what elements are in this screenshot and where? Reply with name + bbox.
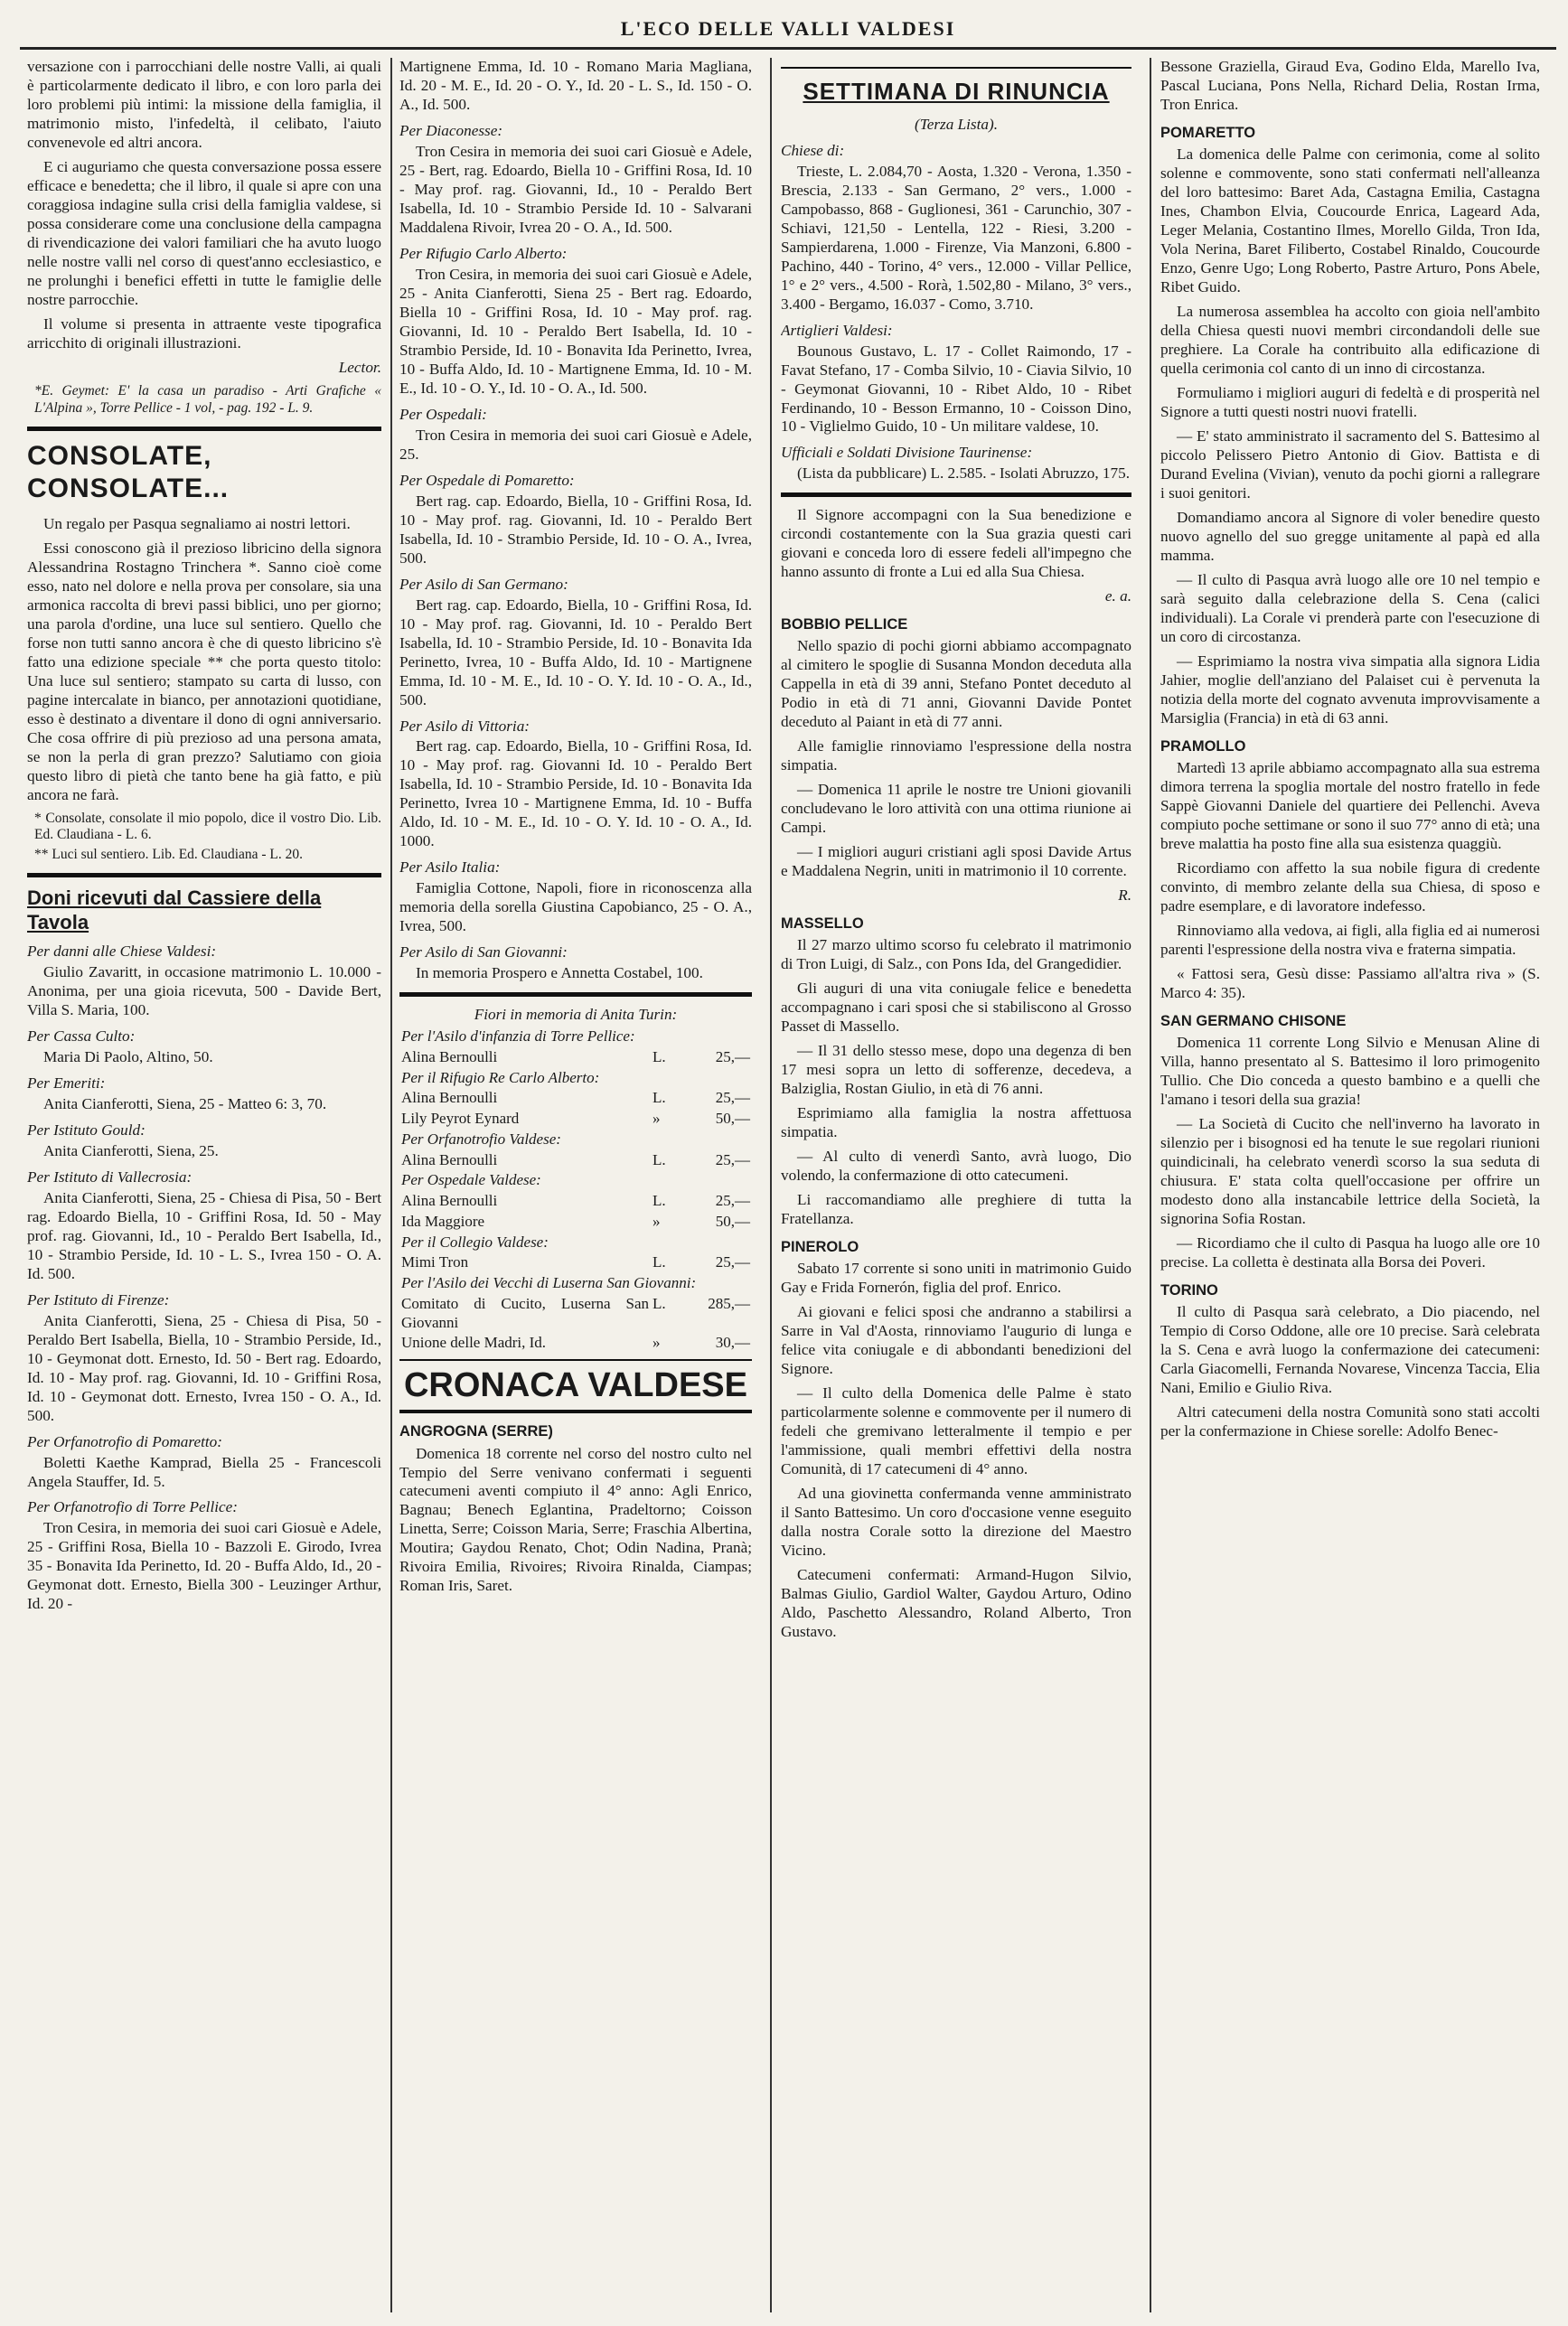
list-item — [27, 1121, 381, 1161]
donation-text: Tron Cesira, in memoria dei suoi cari Giosuè e Adele, 25 - Griffini Rosa, Biella 10 - Bazzoli E. Girodo, Ivrea 35 - Bonavita Ida Perinetto, Id. 20 - Buffa Aldo, Id., 20 - Geymonat dott. Ernesto, Biella 300 - Leuzinger Arthur, Id. 20 - — [27, 1519, 381, 1613]
list-item — [781, 322, 1131, 437]
place-heading: BOBBIO PELLICE — [781, 616, 908, 633]
paragraph: Esprimiamo alla famiglia la nostra affettuosa simpatia. — [781, 1104, 1131, 1141]
ledger-heading-row — [399, 1027, 752, 1047]
list-item — [399, 943, 752, 983]
group-text: Trieste, L. 2.084,70 - Aosta, 1.320 - Verona, 1.350 - Brescia, 2.133 - San Germano, 2° vers., 1.000 - Campobasso, 868 - Guglionesi, 361 - Carunchio, 307 - Schiavi, 121,50 - Lentella, 122 - Riesi, 3.200 - Sampierdarena, 1.000 - Firenze, Via Manzoni, 6.800 - Pachino, 440 - Torino, 4° vers., 12.000 - Villar Pellice, 1° e 2° vers., 4.500 - Rorà, 1.502,80 - Milano, 3° vers., 3.400 - Bergamo, 16.037 - Como, 3.710. — [781, 162, 1131, 313]
paragraph: Ricordiamo con affetto la sua nobile figura di credente convinto, di membro zelante della sua Chiesa, di sposo e padre esemplare, e di lavoratore indefesso. — [1160, 858, 1540, 914]
ledger-amount: 50,— — [715, 1212, 750, 1230]
place-heading: PRAMOLLO — [1160, 737, 1246, 755]
paragraph: Sabato 17 corrente si sono uniti in matrimonio Guido Gay e Frida Fornerón, figlia del prof. Enrico. — [781, 1260, 1131, 1297]
paragraph: Nello spazio di pochi giorni abbiamo accompagnato al cimitero le spoglie di Susanna Mondon deceduta alla Cappella in età di 39 anni, Stefano Pontet deceduto al Podio in età di 71 anni, Giovanni Davide Pontet deceduto al Paiant in età di 77 anni. — [781, 637, 1131, 731]
paragraph: versazione con i parrocchiani delle nostre Valli, ai quali è particolarmente dedicato il libro, e con loro parla dei loro problemi più intimi: la missione della famiglia, il matrimonio misto, l'infedeltà, il celibato, l'aiuto convenevole ed altri ancora. — [27, 58, 381, 151]
section-divider — [27, 427, 381, 431]
paragraph: La numerosa assemblea ha accolto con gioia nell'ambito della Chiesa questi nuovi membri circondandoli delle sue preghiere. La Corale ha contribuito alla edificazione di quella cerimonia col canto di un inno di circostanza. — [1160, 302, 1540, 377]
paragraph: — La Società di Cucito che nell'inverno ha lavorato in silenzio per i bisognosi ed ha tenute le sue regolari riunioni quindicinali, ha celebrato venerdì scorso la sua seduta di chiusura. E' stata colta quell'occasione per offrire un modesto dono alla instancabile lettrice della Società, la signorina Sofia Rostan. — [1160, 1114, 1540, 1227]
table-row — [399, 1109, 752, 1130]
list-item — [27, 1074, 381, 1114]
ledger-name: Unione delle Madri, Id. — [401, 1334, 547, 1352]
donation-text: Bert rag. cap. Edoardo, Biella, 10 - Griffini Rosa, Id. 10 - May prof. rag. Giovanni Id. 10 - Peraldo Bert Isabella, Id. 10 - Strambio Perside, Id. 10 - Bonavita Ida Perinetto, Ivrea 10 - Martignene Emma, Id. 10 - Buffa Aldo, Id. 10 - M. E., Id. 10 - O. Y. Id. 10 - O. A., Id. 1000. — [399, 737, 752, 850]
paragraph: Gli auguri di una vita coniugale felice e benedetta accompagnano i cari sposi che si stabiliscono al Grosso Passet di Massello. — [781, 980, 1131, 1036]
running-head: L'ECO DELLE VALLI VALDESI — [20, 14, 1556, 50]
list-item — [27, 1291, 381, 1426]
table-row — [399, 1333, 752, 1354]
footnote: *E. Geymet: E' la casa un paradiso - Arti Grafiche « L'Alpina », Torre Pellice - 1 vol, - pag. 192 - L. 9. — [34, 382, 381, 416]
donation-topic: Per Emeriti: — [27, 1074, 106, 1092]
list-item — [27, 1498, 381, 1614]
place-heading: ANGROGNA (SERRE) — [399, 1423, 553, 1440]
paragraph: Il Signore accompagni con la Sua benedizione e circondi costantemente con la Sua grazia questi cari giovani e conceda loro di essere fedeli all'impegno che hanno assunto di fronte a Lui ed alla Sua Chiesa. — [781, 506, 1131, 581]
paragraph: Catecumeni confermati: Armand-Hugon Silvio, Balmas Giulio, Gardiol Walter, Gaydou Arturo, Odino Aldo, Paschetto Alessandro, Roland Alberto, Tron Gustavo. — [781, 1566, 1131, 1641]
donation-topic: Per Istituto di Firenze: — [27, 1290, 170, 1308]
ledger-name: Alina Bernoulli — [401, 1192, 498, 1210]
ledger-currency: L. — [653, 1294, 666, 1312]
ledger-amount: 50,— — [715, 1110, 750, 1128]
place-heading: POMARETTO — [1160, 124, 1256, 141]
paragraph: E ci auguriamo che questa conversazione possa essere efficace e benedetta; che il libro, il quale si apre con una coraggiosa indagine sulla crisi della famiglia valdese, si possa considerare come una conclusione della campagna di rivendicazione dei valori familiari che ha avuto luogo nelle nostre valli nel corso di quest'anno ecclesiastico, e ne prolunghi i benefici effetti in tutte le famiglie delle nostre parrocchie. — [27, 157, 381, 308]
column-rule — [1150, 58, 1151, 2312]
ledger-currency: » — [653, 1212, 661, 1230]
list-item — [399, 858, 752, 936]
list-item — [27, 1168, 381, 1284]
donation-text: Anita Cianferotti, Siena, 25 - Chiesa di Pisa, 50 - Bert rag. Edoardo Biella, 10 - Griffini Rosa, Id. 50 - May prof. rag. Giovanni, Id., 10 - Peraldo Bert Isabella, Id., 10 - Strambio Perside, Id. 10 - L. S., Ivrea 150 - O. A. Id. 500. — [27, 1188, 381, 1282]
donation-text: Bert rag. cap. Edoardo, Biella, 10 - Griffini Rosa, Id. 10 - May prof. rag. Giovanni, Id. 10 - Peraldo Bert Isabella, Id. 10 - Strambio Perside, Id. 10 - O. A., Ivrea, 500. — [399, 492, 752, 567]
paragraph: — Il culto della Domenica delle Palme è stato particolarmente solenne e commovente per il numero di fedeli che gremivano letteralmente il tempio e per l'ammissione, quali membri effettivi della nostra Comunità, di 17 catecumeni di 4° anno. — [781, 1384, 1131, 1478]
donation-text: Tron Cesira, in memoria dei suoi cari Giosuè e Adele, 25 - Anita Cianferotti, Siena 25 - Bert rag. Edoardo, Biella 10 - Griffini Rosa, Id. 10 - May prof. rag. Giovanni, Id. 10 - Peraldo Bert Isabella, Id. 10 - Strambio Perside, Id. 10 - Bonavita Ida Perinetto, Ivrea, 10 - Buffa Aldo, Id. 10 - Martignene Emma, Id. 10 - M. E., Id. 10 - O. Y., Id. 10 - O. A., Id. 500. — [399, 265, 752, 397]
donation-topic: Per Asilo di Vittoria: — [399, 717, 530, 735]
group-topic: Ufficiali e Soldati Divisione Taurinense: — [781, 444, 1033, 462]
paragraph: Rinnoviamo alla vedova, ai figli, alla figlia ed ai numerosi parenti l'espressione della nostra viva e fraterna simpatia. — [1160, 921, 1540, 958]
donations-list-cont — [399, 58, 752, 983]
donation-topic: Per Asilo Italia: — [399, 858, 501, 877]
donation-topic: Per Orfanotrofio di Pomaretto: — [27, 1432, 222, 1450]
paragraph: « Fattosi sera, Gesù disse: Passiamo all'altra riva » (S. Marco 4: 35). — [1160, 964, 1540, 1001]
donation-topic: Per Ospedali: — [399, 405, 487, 423]
donation-text: Famiglia Cottone, Napoli, fiore in riconoscenza alla memoria della sorella Giustina Capobianco, 25 - O. A., Ivrea, 500. — [399, 879, 752, 935]
donation-text: Anita Cianferotti, Siena, 25 - Chiesa di Pisa, 50 - Peraldo Bert Isabella, Biella, 10 - Strambio Perside, Id., 10 - Geymonat dott. Ernesto, Id. 50 - Bert rag. Edoardo, Id. 10 - May prof. rag. Giovanni, Id. 10 - Griffini Rosa, Id. 10 - Geymonat dott. Ernesto, Ivrea 150 - O. A., Id. 500. — [27, 1311, 381, 1424]
ledger-heading: Per l'Asilo d'infanzia di Torre Pellice: — [401, 1027, 635, 1046]
ledger-amount: 30,— — [715, 1334, 750, 1352]
fiori-ledger — [399, 1027, 752, 1354]
ledger-currency: L. — [653, 1192, 666, 1210]
donation-topic: Per Asilo di San Germano: — [399, 575, 568, 593]
donation-text: Anita Cianferotti, Siena, 25 - Matteo 6: 3, 70. — [43, 1094, 327, 1112]
donation-text: Giulio Zavaritt, in occasione matrimonio L. 10.000 - Anonima, per una gioia ricevuta, 500 - Davide Bert, Villa S. Maria, 100. — [27, 962, 381, 1018]
table-row — [399, 1212, 752, 1233]
paragraph: La domenica delle Palme con cerimonia, come al solito solenne e commovente, sono stati confermati nell'alleanza del loro battesimo: Baret Ada, Castagna Emilia, Castagna Ines, Chambon Elvia, Coucourde Enrica, Lageard Ada, Leger Melania, Costantino Ilmes, Morello Gilda, Tron Ida, Vola Nerina, Baret Filiberto, Costabel Rinaldo, Coucourde Enzo, Genre Ugo; Long Roberto, Pastre Arturo, Pons Abele, Ribet Guido. — [1160, 145, 1540, 295]
paragraph: Alle famiglie rinnoviamo l'espressione della nostra simpatia. — [781, 737, 1131, 774]
table-row — [399, 1252, 752, 1273]
newspaper-page — [20, 14, 1556, 2317]
paragraph: Essi conoscono già il prezioso libricino della signora Alessandrina Rostagno Trinchera *. Sanno cioè come esso, nato nel dolore e nella prova per consolare, sia una armonica raccolta di brevi passi biblici, uno per giorno; una parola d'ordine, una luce sul sentiero. Quello che forse non tutti sanno ancora è che di questo libricino s'è fatto una edizione speciale ** che porta questo titolo: Una luce sul sentiero; stampato su carta di lusso, con pagine intercalate in bianco, per annotazioni quotidiane, esso è destinato a diventare il dono di ogni anniversario. Che cosa offrire di più prezioso ad una persona amata, se non la perla di gran prezzo? Salutiamo con gioia questo libro di pietà che tanto bene ha già fatto, e più ancora ne farà. — [27, 539, 381, 803]
list-item — [399, 245, 752, 399]
list-item — [27, 1027, 381, 1067]
ledger-heading-row — [399, 1130, 752, 1150]
article-title-settimana: SETTIMANA DI RINUNCIA — [803, 78, 1110, 105]
article-title-doni: Doni ricevuti dal Cassiere della Tavola — [27, 886, 322, 934]
table-row — [399, 1047, 752, 1068]
paragraph: Altri catecumeni della nostra Comunità sono stati accolti per la confermazione in Chiese sorelle: Adolfo Benec- — [1160, 1402, 1540, 1440]
footnote: * Consolate, consolate il mio popolo, dice il vostro Dio. Lib. Ed. Claudiana - L. 6. — [34, 810, 381, 843]
donation-text: Anita Cianferotti, Siena, 25. — [43, 1141, 219, 1159]
ledger-currency: L. — [653, 1253, 666, 1271]
donation-text: Bert rag. cap. Edoardo, Biella, 10 - Griffini Rosa, Id. 10 - May prof. rag. Giovanni, Id. 10 - Peraldo Bert Isabella, Id. 10 - Strambio Perside, Id. 10 - Bonavita Ida Perinetto, Ivrea, 10 - Buffa Aldo, Id. 10 - Martignene Emma, Id. 10 - M. E., Id. 10 - O. Y. Id. 10 - O. A., Id., 500. — [399, 596, 752, 708]
ledger-amount: 285,— — [708, 1294, 750, 1312]
section-divider — [781, 67, 1131, 69]
place-heading: PINEROLO — [781, 1239, 859, 1256]
paragraph: Domenica 18 corrente nel corso del nostro culto nel Tempio del Serre venivano confermati i seguenti catecumeni aventi compiuto il 4° anno: Agli Enrico, Bagnau; Benech Eglantina, Pradeltorno; Coisson Linetta, Serre; Coisson Maria, Serre; Fraschia Albertina, Moutira; Gaydou Renato, Chot; Odin Nadina, Pranà; Rivoira Emilia, Rivoires; Rivoira Rinalda, Ciampas; Roman Iris, Saret. — [399, 1444, 752, 1595]
ledger-heading: Per il Rifugio Re Carlo Alberto: — [401, 1068, 600, 1086]
list-item — [781, 142, 1131, 314]
paragraph: — E' stato amministrato il sacramento del S. Battesimo al piccolo Pelissero Pietro Antonio di Giov. Battista e di Durand Evelina (Vivian), venuto da pochi giorni a rallegrare i suoi genitori. — [1160, 427, 1540, 502]
ledger-heading: Per l'Asilo dei Vecchi di Luserna San Giovanni: — [401, 1274, 697, 1292]
paragraph: Li raccomandiamo alle preghiere di tutta la Fratellanza. — [781, 1191, 1131, 1228]
donation-text: Boletti Kaethe Kamprad, Biella 25 - Francescoli Angela Stauffer, Id. 5. — [27, 1453, 381, 1490]
fiori-title: Fiori in memoria di Anita Turin: — [474, 1006, 678, 1024]
donation-text: Tron Cesira in memoria dei suoi cari Giosuè e Adele, 25 - Bert, rag. Edoardo, Biella 10 - Griffini Rosa, Id. 10 - May prof. rag. Giovanni, Id., 10 - Peraldo Bert Isabella, Id. 10 - Strambio Perside Id. 10 - Salvarani Maddalena Rivoir, Ivrea 20 - O. A., Id. 500. — [399, 142, 752, 236]
donation-text: Martignene Emma, Id. 10 - Romano Maria Magliana, Id. 20 - M. E., Id. 20 - O. Y., Id. 20 - L. S., Id. 150 - O. A., Id. 500. — [399, 58, 752, 113]
paragraph: — Il 31 dello stesso mese, dopo una degenza di ben 17 mesi sopra un letto di sofferenze, decedeva, a Balziglia, Rostan Giulio, in età di 76 anni. — [781, 1042, 1131, 1098]
ledger-currency: » — [653, 1334, 661, 1352]
donation-text: Maria Di Paolo, Altino, 50. — [43, 1047, 213, 1065]
list-item — [399, 406, 752, 464]
paragraph: Formuliamo i migliori auguri di fedeltà e di prosperità nel Signore a tutti questi nostri nuovi fratelli. — [1160, 383, 1540, 420]
ledger-currency: » — [653, 1110, 661, 1128]
donation-text: Tron Cesira in memoria dei suoi cari Giosuè e Adele, 25. — [399, 426, 752, 463]
ledger-heading-row — [399, 1170, 752, 1191]
ledger-currency: L. — [653, 1089, 666, 1107]
donation-topic: Per Asilo di San Giovanni: — [399, 943, 568, 961]
paragraph: Ad una giovinetta confermanda venne amministrato il Santo Battesimo. Un coro d'occasione venne eseguito dalla nostra Corale sotto la direzione del Maestro Vicino. — [781, 1485, 1131, 1560]
ledger-amount: 25,— — [715, 1192, 750, 1210]
list-item — [399, 717, 752, 852]
ledger-name: Lily Peyrot Eynard — [401, 1110, 520, 1128]
paragraph: — Il culto di Pasqua avrà luogo alle ore 10 nel tempio e sarà seguito dalla celebrazione della S. Cena (calici individuali). La Corale vi prenderà parte con l'esecuzione di un coro di circostanza. — [1160, 570, 1540, 645]
paragraph: Martedì 13 aprile abbiamo accompagnato alla sua estrema dimora terrena la spoglia mortale del nostro fratello in fede Sappè Giovanni Daniele del quartiere dei Pellenchi. Aveva compiuto poche settimane or sono il suo 77° anno di età; una breve malattia ha posto fine alla sua esistenza quaggiù. — [1160, 758, 1540, 852]
section-divider — [781, 492, 1131, 497]
article-subtitle: (Terza Lista). — [914, 115, 998, 133]
table-row — [399, 1088, 752, 1109]
signature: e. a. — [1104, 587, 1131, 605]
paragraph: Ai giovani e felici sposi che andranno a stabilirsi a Sarre in Val d'Aosta, rinnoviamo l'augurio di lunga e felice vita coniugale e di abbondanti benedizioni del Signore. — [781, 1303, 1131, 1378]
ledger-name: Alina Bernoulli — [401, 1089, 498, 1107]
footnote: ** Luci sul sentiero. Lib. Ed. Claudiana - L. 20. — [34, 847, 304, 863]
paragraph: — Domenica 11 aprile le nostre tre Unioni giovanili concludevano le loro attività con una ottima riunione ai Campi. — [781, 781, 1131, 837]
table-row — [399, 1294, 752, 1333]
ledger-currency: L. — [653, 1150, 666, 1168]
ledger-currency: L. — [653, 1048, 666, 1066]
table-row — [399, 1191, 752, 1212]
section-divider — [27, 873, 381, 877]
list-item — [399, 122, 752, 238]
list-item — [27, 1433, 381, 1492]
group-text: (Lista da pubblicare) L. 2.585. - Isolati Abruzzo, 175. — [797, 464, 1130, 483]
ledger-amount: 25,— — [715, 1048, 750, 1066]
paragraph: — Esprimiamo la nostra viva simpatia alla signora Lidia Jahier, moglie dell'anziano del Palaiset cui è pervenuta la notizia della morte del cognato avvenuta improvvisamente a Marsiglia (Francia) in età di 63 anni. — [1160, 652, 1540, 727]
list-item — [399, 576, 752, 710]
paragraph: — I migliori auguri cristiani agli sposi Davide Artus e Maddalena Negrin, uniti in matrimonio il 10 corrente. — [781, 843, 1131, 880]
donation-topic: Per Orfanotrofio di Torre Pellice: — [27, 1498, 238, 1516]
ledger-heading-row — [399, 1233, 752, 1253]
ledger-amount: 25,— — [715, 1089, 750, 1107]
intro-text — [27, 58, 381, 417]
ledger-heading-row — [399, 1273, 752, 1294]
ledger-heading: Per Ospedale Valdese: — [401, 1171, 541, 1189]
ledger-amount: 25,— — [715, 1253, 750, 1271]
paragraph: — Ricordiamo che il culto di Pasqua ha luogo alle ore 10 precise. La colletta è destinata alla Borsa dei Poveri. — [1160, 1233, 1540, 1271]
paragraph: — Al culto di venerdì Santo, avrà luogo, Dio volendo, la confermazione di otto catecumeni. — [781, 1148, 1131, 1185]
place-heading: SAN GERMANO CHISONE — [1160, 1012, 1347, 1029]
column-rule — [770, 58, 772, 2312]
section-title-cronaca: CRONACA VALDESE — [399, 1359, 752, 1413]
group-topic: Artiglieri Valdesi: — [781, 321, 893, 339]
ledger-amount: 25,— — [715, 1150, 750, 1168]
signature: R. — [1118, 886, 1131, 905]
paragraph: Un regalo per Pasqua segnaliamo ai nostri lettori. — [43, 514, 351, 532]
donation-topic: Per Ospedale di Pomaretto: — [399, 471, 575, 489]
list-item — [399, 58, 752, 115]
column-2 — [399, 58, 752, 2312]
paragraph: Il culto di Pasqua sarà celebrato, a Dio piacendo, nel Tempio di Corso Oddone, alle ore 10 precise. Sarà celebrata la S. Cena e avrà luogo la confermazione dei catecumeni: Carla Giacomelli, Fernanda Novarese, Vincenza Taccia, Elia Nani, Emilio e Giulio Riva. — [1160, 1302, 1540, 1396]
ledger-name: Comitato di Cucito, Luserna San Giovanni — [401, 1294, 649, 1331]
donation-topic: Per Rifugio Carlo Alberto: — [399, 244, 568, 262]
list-item — [781, 444, 1131, 483]
signature: Lector. — [338, 358, 381, 376]
list-item — [27, 943, 381, 1020]
group-text: Bounous Gustavo, L. 17 - Collet Raimondo, 17 - Favat Stefano, 17 - Comba Silvio, 10 - Ciavia Silvio, 10 - Geymonat Giovanni, 10 - Ribet Aldo, 10 - Ribet Ferdinando, 10 - Besson Ermanno, 10 - Coisson Dino, 10 - Viglielmo Guido, 10 - Un militare valdese, 10. — [781, 342, 1131, 436]
article-title-consolate: CONSOLATE, CONSOLATE... — [27, 440, 230, 504]
donation-topic: Per Istituto di Vallecrosia: — [27, 1168, 192, 1186]
paragraph: Domenica 11 corrente Long Silvio e Menusan Aline di Villa, hanno presentato al S. Battesimo il loro primogenito Tullio. Che Dio conceda a questo bambino e a quelli che l'amano i tesori della sua grazia! — [1160, 1033, 1540, 1108]
donation-text: In memoria Prospero e Annetta Costabel, 100. — [416, 964, 703, 982]
paragraph: Domandiamo ancora al Signore di voler benedire questo nuovo agnello del suo gregge unitamente al papà ed alla mamma. — [1160, 508, 1540, 564]
group-topic: Chiese di: — [781, 141, 845, 159]
paragraph: Bessone Graziella, Giraud Eva, Godino Elda, Marello Iva, Pascal Luciana, Pons Nella, Richard Delia, Rostan Irma, Tron Enrica. — [1160, 58, 1540, 113]
section-divider — [399, 992, 752, 997]
paragraph: Il 27 marzo ultimo scorso fu celebrato il matrimonio di Tron Luigi, di Salz., con Pons Ida, del Grangedidier. — [781, 936, 1131, 973]
ledger-name: Alina Bernoulli — [401, 1150, 498, 1168]
ledger-heading: Per Orfanotrofio Valdese: — [401, 1130, 561, 1148]
donation-topic: Per danni alle Chiese Valdesi: — [27, 942, 217, 960]
column-4 — [1160, 58, 1540, 2312]
donation-topic: Per Istituto Gould: — [27, 1121, 146, 1139]
column-1 — [27, 58, 381, 2312]
paragraph: Il volume si presenta in attraente veste tipografica arricchito di originali illustrazioni. — [27, 314, 381, 352]
ledger-heading: Per il Collegio Valdese: — [401, 1233, 549, 1251]
donation-topic: Per Diaconesse: — [399, 121, 503, 139]
donation-topic: Per Cassa Culto: — [27, 1027, 136, 1045]
table-row — [399, 1150, 752, 1171]
place-heading: MASSELLO — [781, 915, 864, 933]
column-rule — [390, 58, 392, 2312]
ledger-name: Mimi Tron — [401, 1253, 469, 1271]
ledger-name: Alina Bernoulli — [401, 1048, 498, 1066]
list-item — [399, 472, 752, 568]
column-3 — [781, 58, 1131, 2312]
place-heading: TORINO — [1160, 1281, 1218, 1299]
donations-list — [27, 943, 381, 1615]
ledger-name: Ida Maggiore — [401, 1212, 485, 1230]
ledger-heading-row — [399, 1068, 752, 1089]
